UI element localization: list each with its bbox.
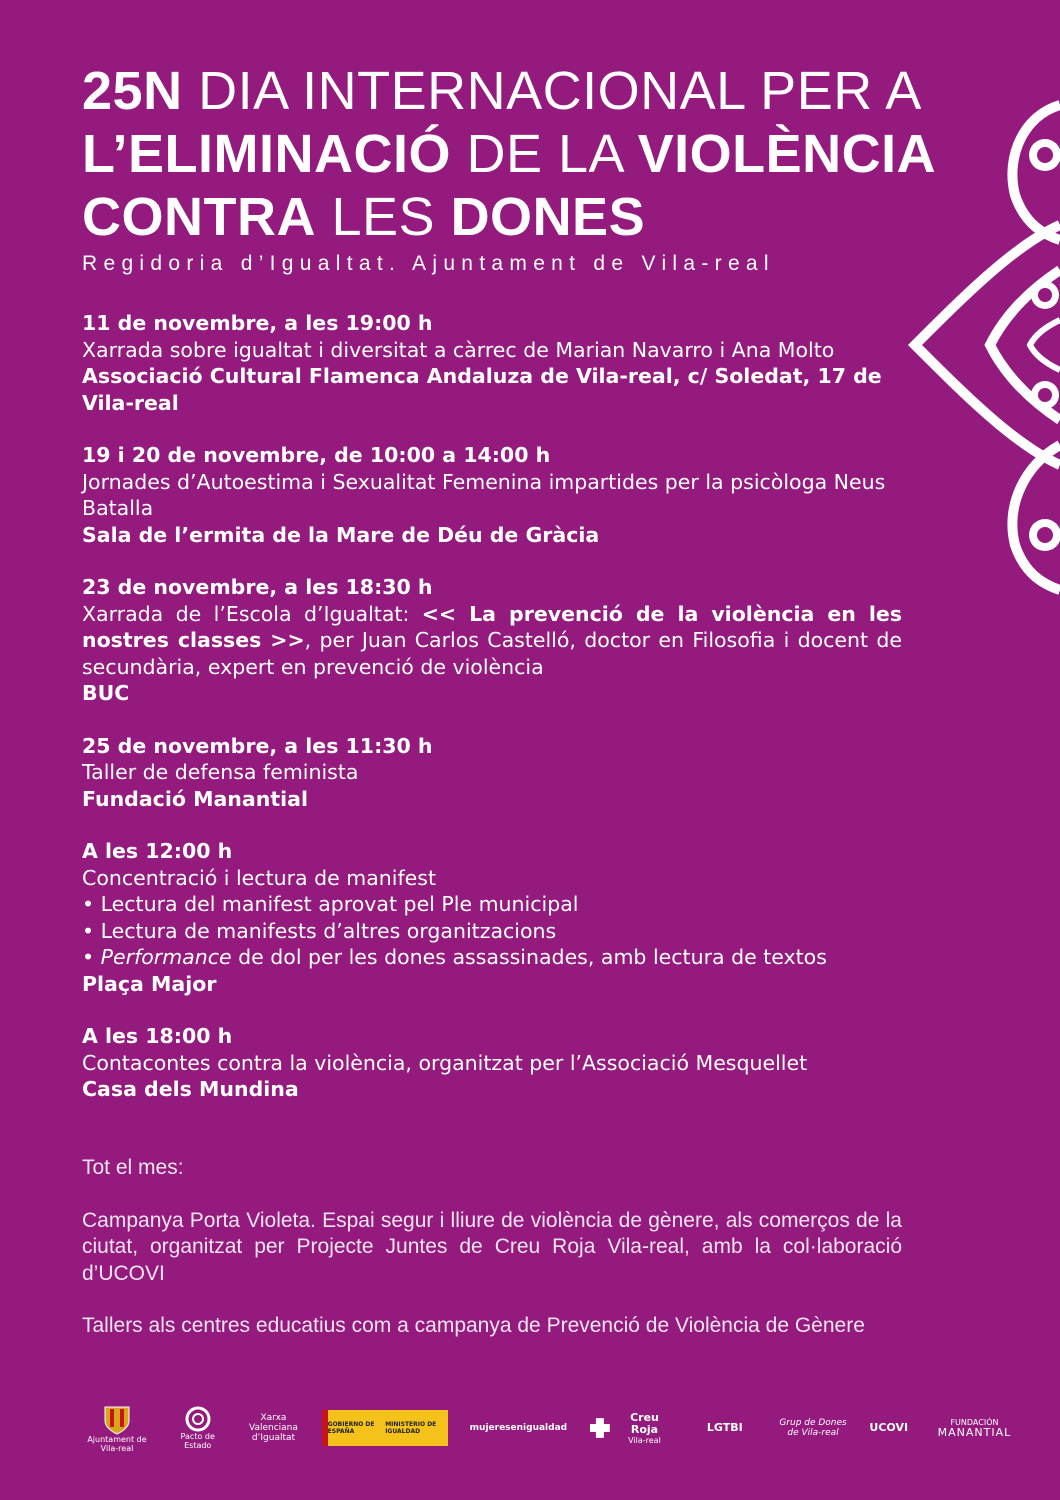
event-description: Xarrada sobre igualtat i diversitat a càrrec de Marian Navarro i Ana Molto xyxy=(82,337,835,362)
event-place: Casa dels Mundina xyxy=(82,1077,299,1101)
campaign-text: Campanya Porta Violeta. Espai segur i lliure de violència de gènere, als comerços de la ciutat, organitzat per Projecte Juntes de Creu Roja Vila-real, amb la col·laboració d’UCOVI xyxy=(82,1208,902,1285)
lgtbi-label: LGTBI xyxy=(706,1421,743,1434)
event-description xyxy=(82,601,902,681)
event-place: Fundació Manantial xyxy=(82,786,309,811)
pacto-label: Pacto de Estado xyxy=(180,1432,215,1450)
event-description: Taller de defensa feminista xyxy=(82,760,359,784)
event-item xyxy=(82,838,902,997)
sponsor-logos xyxy=(82,1398,1022,1458)
red-cross-icon xyxy=(589,1417,611,1439)
event-item xyxy=(82,574,902,707)
event-description: Concentració i lectura de manifest xyxy=(82,865,437,890)
fundacion-label: FUNDACIÓN xyxy=(950,1417,999,1427)
creu-roja-logo xyxy=(589,1412,674,1445)
title-line-3 xyxy=(82,186,1032,249)
coat-of-arms-icon xyxy=(102,1403,132,1435)
pacto-circle-icon xyxy=(183,1406,213,1432)
event-item xyxy=(82,1023,902,1103)
mujeres-logo xyxy=(466,1422,571,1434)
bullet-text: de dol per les dones assassinades, amb lectura de textos xyxy=(231,945,827,969)
xarxa-label: Xarxa Valenciana d’Igualtat xyxy=(248,1413,298,1443)
page-title xyxy=(82,60,1032,249)
manantial-logo xyxy=(927,1418,1022,1439)
pacto-logo xyxy=(170,1406,225,1450)
event-date: 23 de novembre, a les 18:30 h xyxy=(82,575,433,599)
talk-title: << La prevenció de la violència en les nostres classes >> xyxy=(82,601,902,652)
event-date: 19 i 20 de novembre, de 10:00 a 14:00 h xyxy=(82,443,551,467)
title-bold-dones: DONES xyxy=(450,187,646,247)
event-description-part: , per Juan Carlos Castelló, doctor en Filosofia i docent de secundària, expert en prevenció de violència xyxy=(82,628,902,679)
title-bold-eliminacio: L’ELIMINACIÓ xyxy=(82,124,451,184)
title-bold-25n: 25N xyxy=(82,61,183,121)
month-heading: Tot el mes: xyxy=(82,1156,184,1179)
events-list xyxy=(82,310,902,1129)
event-description: Jornades d’Autoestima i Sexualitat Femenina impartides per la psicòloga Neus Batalla xyxy=(82,469,886,520)
ucovi-logo xyxy=(869,1422,909,1434)
subtitle: Regidoria d’Igualtat. Ajuntament de Vila-real xyxy=(82,252,775,275)
title-bold-violencia: VIOLÈNCIA xyxy=(637,124,937,184)
title-text: LES xyxy=(315,187,451,247)
event-bullet xyxy=(82,944,902,971)
event-item xyxy=(82,310,902,416)
creu-roja-text xyxy=(615,1412,674,1445)
lgtbi-logo xyxy=(692,1422,757,1434)
event-place: BUC xyxy=(82,681,130,705)
gobierno-label: GOBIERNO DE ESPAÑA xyxy=(327,1421,375,1435)
title-line-2 xyxy=(82,123,1032,186)
ucovi-label: UCOVI xyxy=(869,1421,909,1434)
event-item xyxy=(82,442,902,548)
event-item xyxy=(82,733,902,813)
title-text: DIA INTERNACIONAL PER A xyxy=(182,61,922,121)
grup-dones-logo xyxy=(776,1418,851,1438)
workshops-text: Tallers als centres educatius com a campanya de Prevenció de Violència de Gènere xyxy=(82,1314,865,1337)
event-date: 25 de novembre, a les 11:30 h xyxy=(82,733,433,758)
event-date: 11 de novembre, a les 19:00 h xyxy=(82,311,433,335)
title-bold-contra: CONTRA xyxy=(82,187,316,247)
creu-roja-sub: Vila-real xyxy=(628,1435,661,1445)
grup-dones-label: Grup de Dones de Vila-real xyxy=(779,1418,847,1438)
manantial-label: MANANTIAL xyxy=(937,1425,1012,1439)
title-text: DE LA xyxy=(451,124,638,184)
event-bullet: • Lectura de manifests d’altres organitzacions xyxy=(82,918,557,943)
creu-roja-label: Creu Roja xyxy=(630,1410,659,1436)
event-date: A les 18:00 h xyxy=(82,1024,233,1048)
event-place: Sala de l’ermita de la Mare de Déu de Gràcia xyxy=(82,522,600,547)
event-place: Associació Cultural Flamenca Andaluza de Vila-real, c/ Soledat, 17 de Vila-real xyxy=(82,364,882,415)
bullet-italic: Performance xyxy=(100,945,232,969)
month-section xyxy=(82,1155,902,1366)
event-description-part: Xarrada de l’Escola d’Igualtat: xyxy=(82,601,422,626)
bullet-marker: • xyxy=(82,945,101,969)
ministerio-label: MINISTERIO DE IGUALDAD xyxy=(385,1421,437,1435)
gobierno-logo xyxy=(322,1410,448,1446)
ajuntament-label: Ajuntament de Vila-real xyxy=(87,1435,147,1453)
event-date: A les 12:00 h xyxy=(82,839,233,863)
title-line-1 xyxy=(82,60,1032,123)
mujeres-label: mujeresenigualdad xyxy=(469,1423,568,1433)
ajuntament-logo xyxy=(82,1403,152,1453)
event-bullet: • Lectura del manifest aprovat pel Ple municipal xyxy=(82,892,579,916)
event-description: Contacontes contra la violència, organitzat per l’Associació Mesquellet xyxy=(82,1050,808,1075)
xarxa-logo xyxy=(243,1413,303,1443)
event-place: Plaça Major xyxy=(82,971,217,996)
